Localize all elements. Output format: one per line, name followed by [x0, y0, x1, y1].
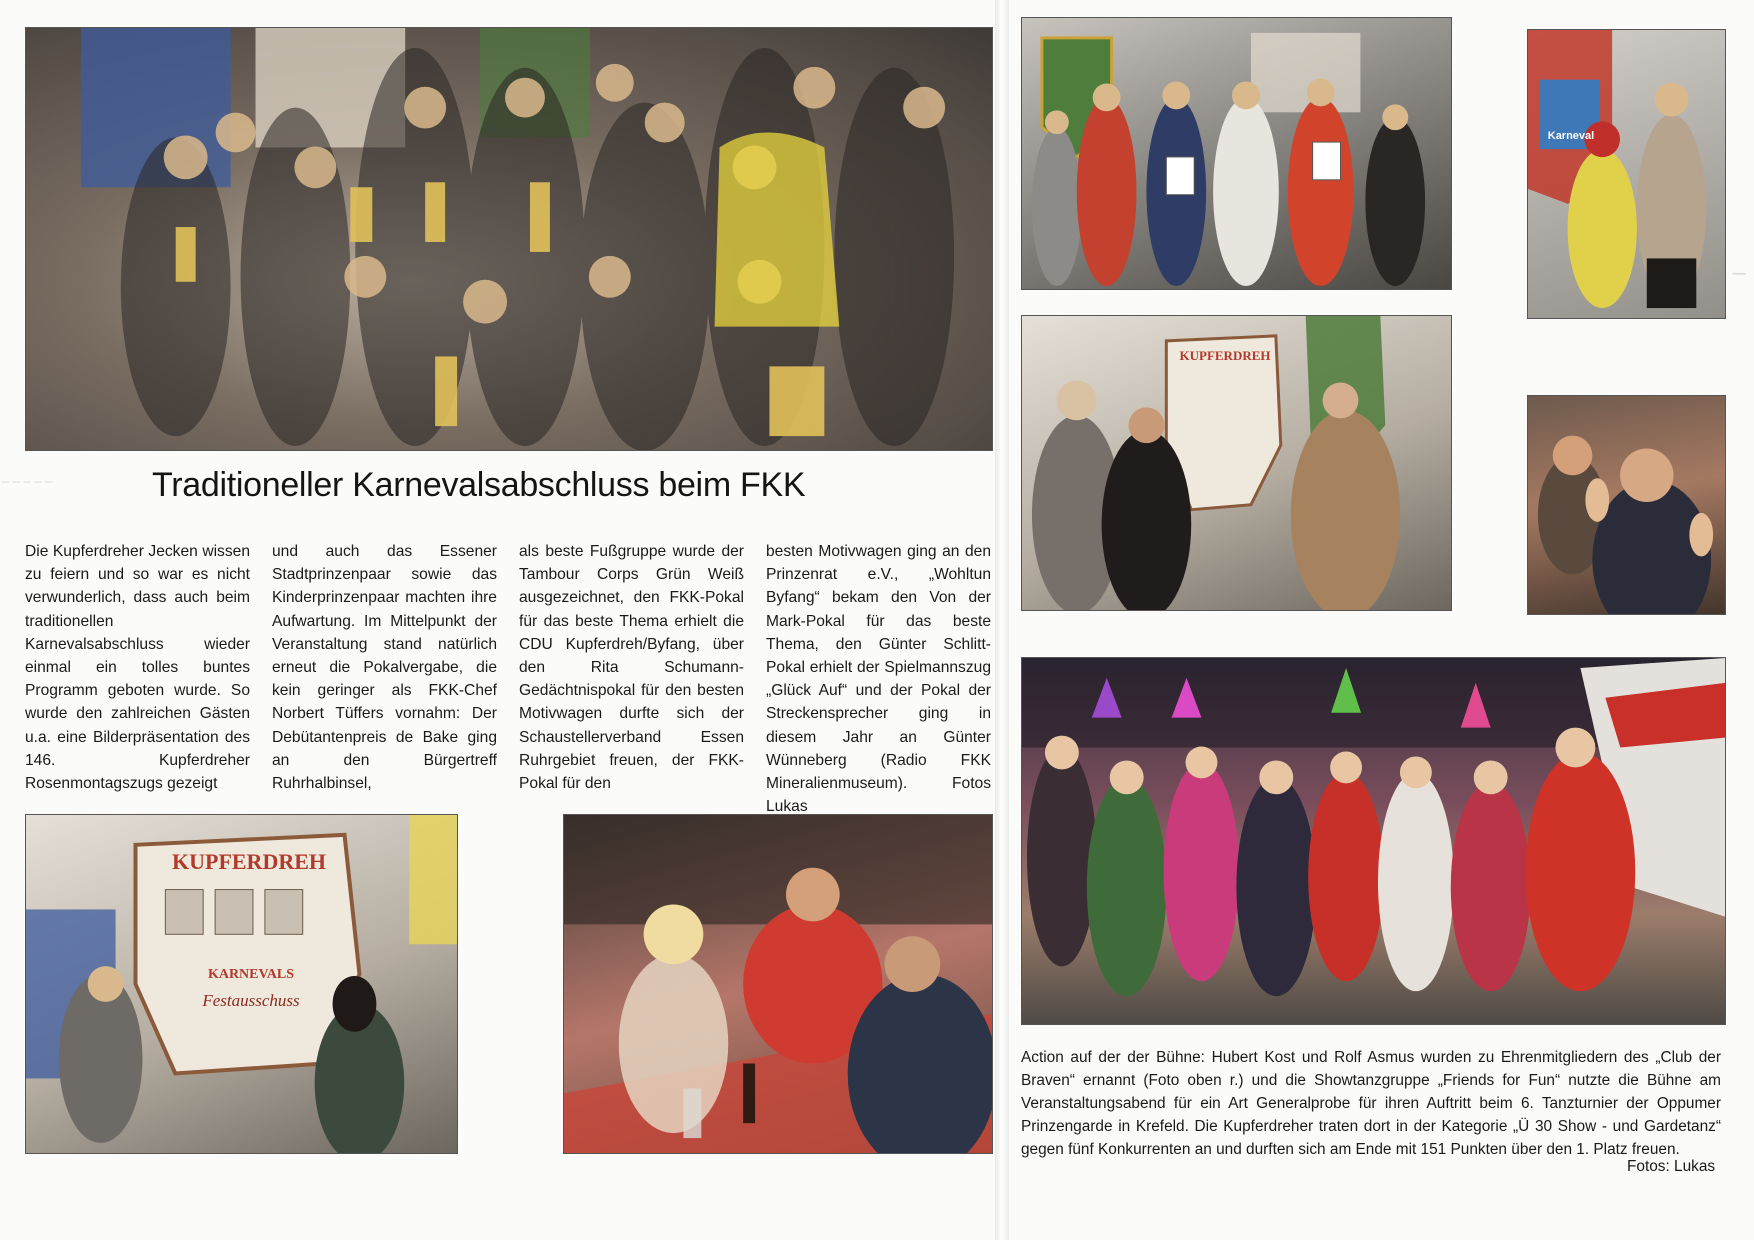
sign-text-kupferdreh-small: KUPFERDREH [1179, 348, 1271, 363]
bleed-through-text: _ _ _ _ _ [2, 468, 53, 483]
karneval-dancing-photo [1527, 29, 1726, 319]
kupferdreh-stage-photo [1021, 315, 1452, 611]
article-column: besten Motivwagen ging an den Prinzenrat e.V., „Wohltun Byfang“ bekam den Von der Mark-Pokal für das beste Thema, den Günter Schlitt-Pokal erhielt der Spielmannszug „Glück Auf“ und der Pokal der Streckensprecher ging in diesem Jahr an Günter Wünneberg (Radio FKK Mineralienmuseum). Fotos Lukas [766, 543, 991, 816]
bleed-through-text: _ [1733, 250, 1746, 275]
photo-credit: Fotos: Lukas [1627, 1158, 1716, 1175]
sign-text-kupferdreh: KUPFERDREH [172, 849, 326, 874]
group-photo-trophies [25, 27, 993, 451]
award-certificates-photo [1021, 17, 1452, 290]
article-column: Die Kupferdreher Jecken wissen zu feiern und so war es nicht verwunderlich, dass auch beim traditionellen Karnevalsabschluss wieder einmal ein tolles buntes Programm geboten wurde. So wurde den zahlreichen Gästen u.a. eine Bilderpräsentation des 146. Kupferdreher Rosenmontagszugs gezeigt [25, 543, 250, 793]
photo-caption: Action auf der der Bühne: Hubert Kost und Rolf Asmus wurden zu Ehrenmitgliedern des „Club der Braven“ ernannt (Foto oben r.) und die Showtanzgruppe „Friends for Fun“ nutzte die Bühne am Veranstaltungsabend für ein Art Generalprobe für ihren Auftritt beim 6. Tanzturnier der Oppumer Prinzengarde in Krefeld. Die Kupferdreher traten dort in der Kategorie „Ü 30 Show - und Gardetanz“ gegen fünf Konkurrenten an und durften sich am Ende mit 151 Punkten über den 1. Platz freuen. [1021, 1049, 1721, 1158]
article-column: als beste Fußgruppe wurde der Tambour Corps Grün Weiß ausgezeichnet, den FKK-Pokal für das beste Thema erhielt die CDU Kupferdreh/Byfang, über den Rita Schumann-Gedächtnispokal für den besten Motivwagen durfte sich der Schaustellerverband Essen Ruhrgebiet freuen, der FKK-Pokal für den [519, 543, 744, 793]
article-column: und auch das Essener Stadtprinzenpaar sowie das Kinderprinzenpaar machten ihre Aufwartung. Im Mittelpunkt der Veranstaltung stand natürlich erneut die Pokalvergabe, die kein geringer als FKK-Chef Norbert Tüffers vornahm: Der Debütantenpreis de Bake ging an den Bürgertreff Ruhrhalbinsel, [272, 543, 497, 793]
sign-text-festausschuss: Festausschuss [202, 991, 300, 1010]
article-body [25, 540, 995, 816]
sign-text-karneval: Karneval [1547, 130, 1595, 142]
festausschuss-sign-photo [25, 814, 458, 1154]
clapping-guests-photo [1527, 395, 1726, 615]
showtanz-group-photo [1021, 657, 1726, 1025]
audience-table-photo [563, 814, 993, 1154]
article-headline: Traditioneller Karnevalsabschluss beim FKK [152, 466, 806, 504]
sign-text-karnevals: KARNEVALS [207, 967, 295, 982]
